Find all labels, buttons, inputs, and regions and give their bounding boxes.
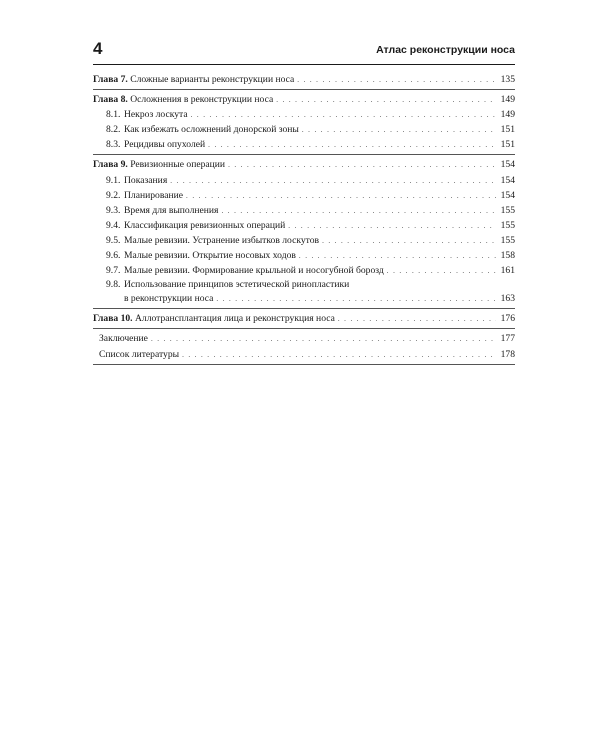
chapter-title: Сложные варианты реконструкции носа [130, 74, 295, 85]
dot-leader [387, 264, 496, 279]
toc-section-9-8-line-2[interactable] [93, 291, 515, 306]
toc-chapter-8[interactable] [93, 92, 515, 107]
section-title: Планирование [124, 189, 184, 201]
toc-section-9-8-line-1[interactable] [93, 278, 515, 291]
toc-group-back-matter [93, 331, 515, 364]
dot-leader [297, 73, 496, 88]
page-ref: 154 [500, 159, 515, 171]
section-title: Использование принципов эстетической ринопластики [124, 279, 350, 291]
section-number: 9.2. [106, 189, 121, 201]
page-number: 4 [93, 39, 103, 58]
dot-leader [228, 158, 496, 173]
page-ref: 155 [500, 204, 515, 216]
section-title: Некроз лоскута [124, 109, 188, 121]
chapter-label: Глава 9. [93, 159, 128, 171]
section-title: Классификация ревизионных операций [124, 219, 286, 231]
toc-section-9-3[interactable] [93, 203, 515, 218]
section-number: 9.6. [106, 250, 121, 262]
toc-group-chapter-8 [93, 92, 515, 155]
section-title: Показания [124, 174, 168, 186]
toc-group-chapter-10 [93, 311, 515, 329]
page-ref: 135 [500, 74, 515, 85]
section-title-continued: в реконструкции носа [124, 293, 214, 305]
section-title: Малые ревизии. Открытие носовых ходов [124, 250, 296, 262]
dot-leader [302, 123, 496, 138]
section-title: Малые ревизии. Формирование крыльной и носогубной борозд [124, 265, 384, 277]
dot-leader [151, 332, 496, 347]
page-ref: 163 [500, 293, 515, 305]
toc-section-9-6[interactable] [93, 248, 515, 263]
section-title: Малые ревизии. Устранение избытков лоскутов [124, 234, 320, 246]
running-title: Атлас реконструкции носа [376, 44, 515, 56]
toc-section-8-1[interactable] [93, 107, 515, 122]
section-number: 9.3. [106, 204, 121, 216]
dot-leader [186, 189, 496, 204]
section-number: 9.1. [106, 174, 121, 186]
dot-leader [216, 292, 496, 307]
toc-section-9-5[interactable] [93, 233, 515, 248]
toc-section-8-2[interactable] [93, 122, 515, 137]
dot-leader [338, 312, 496, 327]
entry-title: Заключение [99, 333, 148, 345]
section-number: 8.3. [106, 139, 121, 151]
page-ref: 161 [500, 265, 515, 277]
page-ref: 177 [500, 333, 515, 345]
page-ref: 155 [500, 234, 515, 246]
toc-chapter-9[interactable] [93, 157, 515, 172]
toc-section-9-2[interactable] [93, 188, 515, 203]
page-ref: 155 [500, 219, 515, 231]
section-number: 8.2. [106, 124, 121, 136]
dot-leader [288, 219, 496, 234]
entry-title: Список литературы [99, 348, 180, 360]
toc-chapter-7[interactable] [93, 72, 515, 87]
page-ref: 154 [500, 189, 515, 201]
section-number: 9.5. [106, 234, 121, 246]
toc-section-9-1[interactable] [93, 173, 515, 188]
dot-leader [182, 348, 496, 363]
chapter-label: Глава 10. [93, 313, 133, 325]
chapter-title: Ревизионные операции [130, 159, 226, 171]
dot-leader [170, 174, 496, 189]
section-number: 9.7. [106, 265, 121, 277]
page-ref: 149 [500, 94, 515, 106]
section-number: 9.8. [106, 279, 121, 291]
chapter-label: Глава 8. [93, 94, 128, 106]
section-title: Как избежать осложнений донорской зоны [124, 124, 299, 136]
table-of-contents [93, 72, 515, 367]
page-ref: 176 [500, 313, 515, 325]
page-ref: 151 [500, 139, 515, 151]
page-ref: 154 [500, 174, 515, 186]
toc-conclusion[interactable] [93, 331, 515, 346]
chapter-label: Глава 7. [93, 74, 128, 85]
toc-references[interactable] [93, 347, 515, 362]
toc-group-chapter-9 [93, 157, 515, 309]
toc-group-chapter-7 [93, 72, 515, 90]
dot-leader [299, 249, 496, 264]
toc-section-8-3[interactable] [93, 137, 515, 152]
dot-leader [191, 108, 496, 123]
page-ref: 158 [500, 250, 515, 262]
page-ref: 151 [500, 124, 515, 136]
page-ref: 178 [500, 348, 515, 360]
section-number: 9.4. [106, 219, 121, 231]
toc-section-9-7[interactable] [93, 263, 515, 278]
page-ref: 149 [500, 109, 515, 121]
header-rule [93, 64, 515, 65]
section-title: Рецидивы опухолей [124, 139, 206, 151]
section-title: Время для выполнения [124, 204, 219, 216]
chapter-title: Аллотрансплантация лица и реконструкция носа [134, 313, 335, 325]
dot-leader [221, 204, 496, 219]
dot-leader [276, 93, 496, 108]
chapter-title: Осложнения в реконструкции носа [130, 94, 274, 106]
toc-section-9-4[interactable] [93, 218, 515, 233]
section-number: 8.1. [106, 109, 121, 121]
dot-leader [208, 138, 496, 153]
page-header [93, 38, 515, 64]
dot-leader [322, 234, 496, 249]
toc-chapter-10[interactable] [93, 311, 515, 326]
